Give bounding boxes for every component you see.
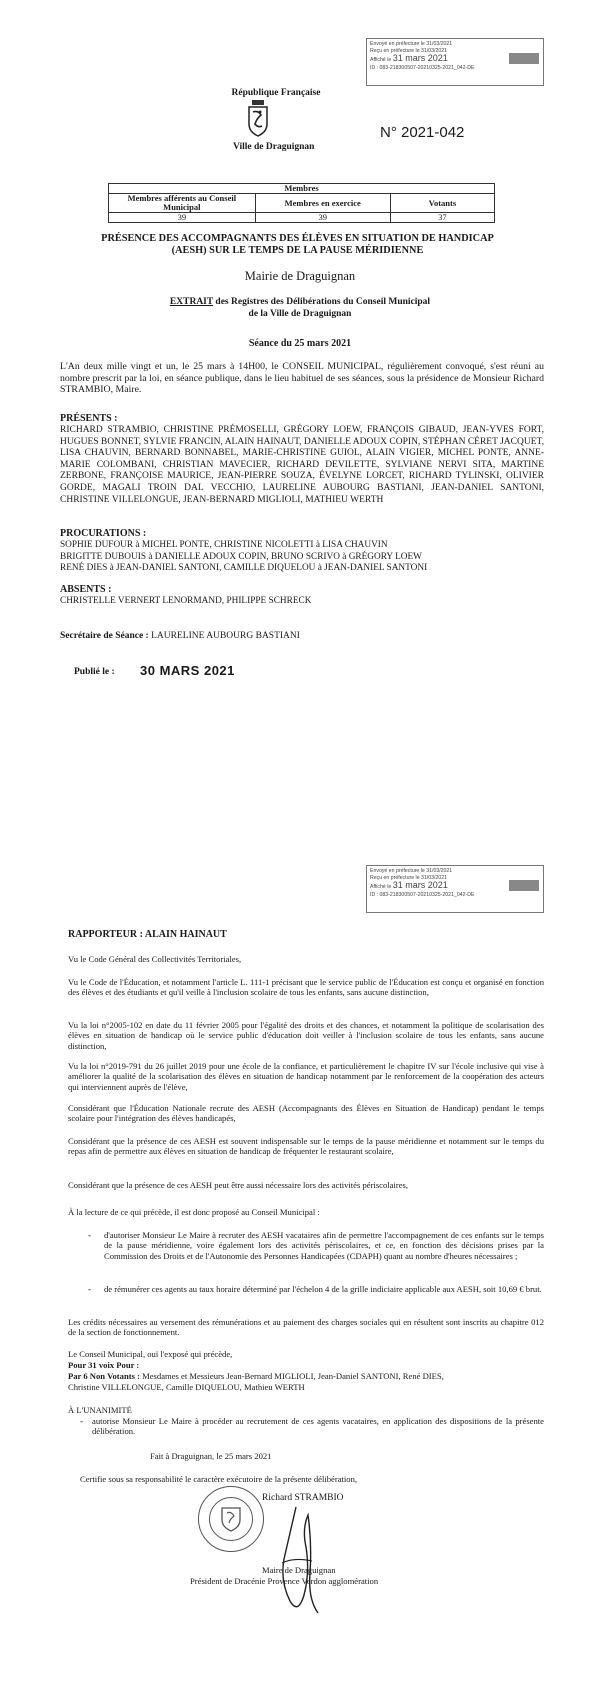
city-coat-of-arms-icon — [247, 100, 269, 138]
city-seal-stamp — [198, 1486, 264, 1552]
non-votants-names-2: Christine VILLELONGUE, Camille DIQUELOU, Mathieu WERTH — [68, 1382, 305, 1392]
vu-cgct: Vu le Code Général des Collectivités Territoriales, — [68, 954, 242, 964]
stamp-received-line: Reçu en préfecture le 31/03/2021 — [370, 48, 448, 55]
stamp-sent-line: Envoyé en préfecture le 31/03/2021 — [370, 868, 453, 874]
presents-list: RICHARD STRAMBIO, CHRISTINE PRÉMOSELLI, GRÉGORY LOEW, FRANÇOIS GIBAUD, JEAN-YVES FORT, HUGUES BONNET, SYLVIE FRANCIN, ALAIN HAINAUT, DANIELLE ADOUX COPIN, STÉPHAN CÉRET JACQUET, LISA CHAUVIN, BERNARD BONNABEL, MARIE-CHRISTINE GUIOL, ALAIN VIGIER, MICHEL PONTE, ANNE-MARIE COLOMBANI, CHRISTIAN MAVECIER, RICHARD DEVILETTE, SYLVIANE NERVI SITA, MARTINE ZERBONE, FRANÇOISE MAURICE, JEAN-PIERRE SOUZA, ÉVELYNE LORCET, RICHARD TYLINSKI, OLIVIER GORDE, MAGALI TROIN DAL VECCHIO, LAURELINE AUBOURG BASTIANI, JEAN-DANIEL SANTONI, CHRISTINE VILLELONGUE, JEAN-BERNARD MIGLIOLI, MATHIEU WERTH — [60, 425, 544, 505]
bullet-dash: - — [88, 1284, 91, 1294]
deliberation-title — [60, 233, 535, 257]
procurations-label: PROCURATIONS : — [60, 528, 147, 539]
stamp-sent-line: Envoyé en préfecture le 31/03/2021 — [370, 41, 453, 47]
city-label: Ville de Draguignan — [233, 142, 315, 152]
seance-date: Séance du 25 mars 2021 — [248, 338, 352, 349]
members-header-exercice: Membres en exercice — [255, 194, 390, 213]
bullet-dash: - — [80, 1416, 83, 1426]
stamp-id-line: ID : 083-218300507-20210325-2021_042-DE — [370, 64, 475, 71]
secretaire-label: Secrétaire de Séance : — [60, 631, 149, 641]
vu-loi-2019: Vu la loi n°2019-791 du 26 juillet 2019 pour une école de la confiance, et particulièrement le chapitre IV sur l'école inclusive qui vise à améliorer la qualité de la scolarisation des élèves en situation de handicap notamment par le renforcement de la coopération des acteurs qui interviennent auprès de l'élève, — [68, 1061, 544, 1092]
extrait-word: EXTRAIT — [169, 297, 214, 307]
unanimite-label: À L'UNANIMITÉ — [68, 1405, 132, 1415]
prefecture-stamp — [366, 38, 544, 86]
stamp-received-line: Reçu en préfecture le 31/03/2021 — [370, 875, 448, 882]
rapporteur-line: RAPPORTEUR : ALAIN HAINAUT — [68, 929, 227, 940]
intro-paragraph: L'An deux mille vingt et un, le 25 mars à 14H00, le CONSEIL MUNICIPAL, régulièrement convoqué, s'est réuni au nombre prescrit par la loi, en séance publique, dans le lieu habituel de ses séances, sous la présidence de Monsieur Richard STRAMBIO, Maire. — [60, 361, 544, 396]
prefecture-stamp-2 — [366, 865, 544, 913]
signer-name: Richard STRAMBIO — [262, 1493, 344, 1503]
vu-code-education: Vu le Code de l'Éducation, et notamment l'article L. 111-1 précisant que le service public de l'Éducation est conçu et organisé en fonction des élèves et des étudiants et qu'il veille à l'inclusion scolaire de tous les enfants, sans aucune distinction, — [68, 977, 544, 998]
conseil-line: Le Conseil Municipal, ouï l'exposé qui précède, — [68, 1349, 233, 1359]
considerant-3: Considérant que la présence de ces AESH peut être aussi nécessaire lors des activités périscolaires, — [68, 1180, 409, 1190]
stamp-affiche-label: Affiché le — [370, 57, 392, 64]
extrait-heading — [90, 297, 510, 320]
secretaire-value: LAURELINE AUBOURG BASTIANI — [148, 631, 300, 641]
members-value-votants: 37 — [390, 213, 494, 223]
publie-label: Publié le : — [74, 667, 115, 677]
absents-label: ABSENTS : — [60, 584, 112, 595]
members-header-votants: Votants — [390, 194, 494, 213]
absents-list: CHRISTELLE VERNERT LENORMAND, PHILIPPE SCHRECK — [60, 596, 312, 606]
secretaire-line — [60, 631, 300, 643]
extrait-line2: de la Ville de Draguignan — [248, 308, 352, 319]
deliberation-title-line1: PRÉSENCE DES ACCOMPAGNANTS DES ÉLÈVES EN SITUATION DE HANDICAP — [101, 233, 494, 244]
signer-role-2: Président de Dracénie Provence Verdon agglomération — [190, 1576, 379, 1586]
proposal-bullet-2: de rémunérer ces agents au taux horaire déterminé par l'échelon 4 de la grille indiciaire applicable aux AESH, soit 10,69 € brut. — [104, 1284, 542, 1294]
stamp-logo — [509, 880, 539, 891]
deliberation-title-line2: (AESH) SUR LE TEMPS DE LA PAUSE MÉRIDIENNE — [171, 245, 424, 256]
non-votants-label: Par 6 Non Votants : — [68, 1371, 140, 1381]
publie-date-stamp: 30 MARS 2021 — [140, 663, 235, 678]
certifie-line: Certifie sous sa responsabilité le caractère exécutoire de la présente délibération, — [80, 1474, 358, 1484]
stamp-id-line: ID : 083-218300507-20210325-2021_042-DE — [370, 891, 475, 898]
bullet-dash: - — [88, 1230, 91, 1240]
vu-loi-2005: Vu la loi n°2005-102 en date du 11 février 2005 pour l'égalité des droits et des chances, et notamment la politique de scolarisation des élèves en situation de handicap où le service public d'éducation doit veiller à l'inclusion scolaire de tous les enfants, sans aucune distinction, — [68, 1020, 544, 1051]
members-header-afferents: Membres afférents au Conseil Municipal — [109, 194, 256, 213]
decision-bullet: autorise Monsieur Le Maire à procéder au recrutement de ces agents vacataires, en application des dispositions de la présente délibération. — [92, 1416, 544, 1437]
members-value-afferents: 39 — [109, 213, 256, 223]
signature-icon — [268, 1503, 328, 1623]
members-value-exercice: 39 — [255, 213, 390, 223]
procuration-line: BRIGITTE DUBOUIS à DANIELLE ADOUX COPIN, BRUNO SCRIVO à GRÉGORY LOEW — [60, 551, 422, 562]
presents-label: PRÉSENTS : — [60, 413, 118, 424]
procurations-list — [60, 540, 544, 575]
stamp-affiche-date: 31 mars 2021 — [392, 53, 448, 64]
procuration-line: RENÉ DIES à JEAN-DANIEL SANTONI, CAMILLE DIQUELOU à JEAN-DANIEL SANTONI — [60, 563, 428, 574]
non-votants-names: Mesdames et Messieurs Jean-Bernard MIGLIOLI, Jean-Daniel SANTONI, René DIES, — [139, 1371, 444, 1381]
extrait-text: des Registres des Délibérations du Conseil Municipal — [213, 297, 431, 307]
members-table — [108, 183, 495, 223]
credits-paragraph: Les crédits nécessaires au versement des rémunérations et au paiement des charges sociales qui en résultent sont inscrits au chapitre 012 de la section de fonctionnement. — [68, 1317, 544, 1338]
stamp-affiche-date: 31 mars 2021 — [392, 880, 448, 891]
non-votants-line — [68, 1371, 544, 1381]
lecture-intro: À la lecture de ce qui précède, il est donc proposé au Conseil Municipal : — [68, 1207, 320, 1217]
signer-role-1: Maire de Draguignan — [262, 1565, 336, 1575]
members-table-title: Membres — [109, 184, 495, 194]
deliberation-number: N° 2021-042 — [380, 124, 465, 141]
mairie-label: Mairie de Draguignan — [244, 269, 356, 283]
fait-a-line: Fait à Draguignan, le 25 mars 2021 — [150, 1451, 272, 1461]
pour-label: Pour 31 voix Pour : — [68, 1360, 140, 1370]
stamp-affiche-label: Affiché le — [370, 884, 392, 891]
considerant-2: Considérant que la présence de ces AESH est souvent indispensable sur le temps de la pause méridienne et notamment sur le temps du repas afin de permettre aux élèves en situation de handicap de fréquenter le restaurant scolaire, — [68, 1136, 544, 1157]
republic-label: République Française — [231, 88, 321, 98]
considerant-1: Considérant que l'Éducation Nationale recrute des AESH (Accompagnants des Élèves en Situation de Handicap) pendant le temps scolaire pour l'intégration des élèves handicapés, — [68, 1103, 544, 1124]
procuration-line: SOPHIE DUFOUR à MICHEL PONTE, CHRISTINE NICOLETTI à LISA CHAUVIN — [60, 540, 388, 550]
proposal-bullet-1: d'autoriser Monsieur Le Maire à recruter des AESH vacataires afin de permettre l'accompagnement de ces enfants sur le temps de la pause méridienne, voire également lors des activités périscolaires, et ce, en fonction des décisions prises par la Commission des Droits et de l'Autonomie des Personnes Handicapées (CDAPH) quant au nombre d'heures nécessaires ; — [104, 1230, 544, 1261]
stamp-logo — [509, 53, 539, 64]
